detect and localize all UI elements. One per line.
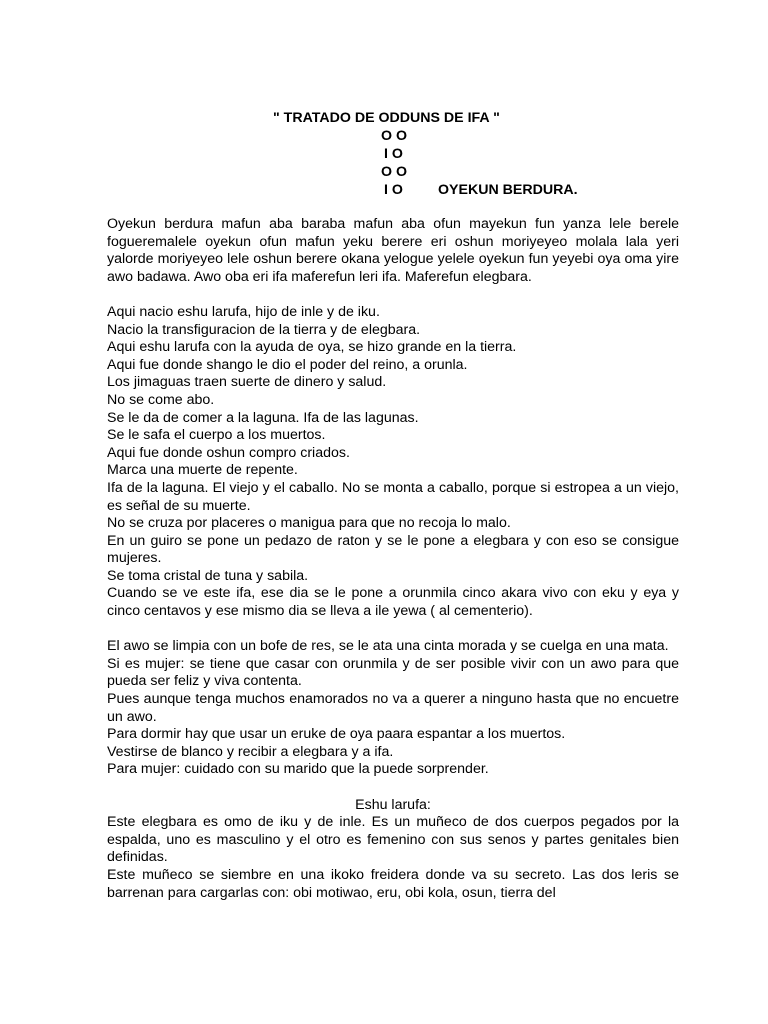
paragraph: Marca una muerte de repente.	[107, 462, 298, 479]
paragraph: Aqui nacio eshu larufa, hijo de inle y de iku.	[107, 303, 380, 320]
odu-mark-line-2: I O	[384, 146, 403, 162]
paragraph: Aqui fue donde oshun compro criados.	[107, 444, 350, 461]
odu-name: OYEKUN BERDURA.	[438, 182, 578, 198]
paragraph: Se le da de comer a la laguna. Ifa de las lagunas.	[107, 409, 419, 426]
paragraph: Este muñeco se siembre en una ikoko freidera donde va su secreto. Las dos leris se barrenan para cargarlas con: obi motiwao, eru, obi kola, osun, tierra del	[107, 866, 679, 901]
intro-paragraph: Oyekun berdura mafun aba baraba mafun aba ofun mayekun fun yanza lele berele fogueremalele oyekun ofun mafun yeku berere eri oshun moriyeyeo molala lala yeri yalorde moriyeyeo lele oshun berere okana yelogue yelele oyekun fun yeyebi oya oma yire awo badawa. Awo oba eri ifa maferefun leri ifa. Maferefun elegbara.	[107, 216, 679, 285]
paragraph: No se come abo.	[107, 391, 215, 408]
section-heading: Eshu larufa:	[355, 796, 431, 813]
paragraph: En un guiro se pone un pedazo de raton y se le pone a elegbara y con eso se consigue mujeres.	[107, 532, 679, 567]
odu-mark-line-3: O O	[381, 164, 408, 180]
paragraph: Aqui fue donde shango le dio el poder del reino, a orunla.	[107, 356, 468, 373]
paragraph: Si es mujer: se tiene que casar con orunmila y de ser posible vivir con un awo para que pueda ser feliz y viva contenta.	[107, 655, 679, 690]
paragraph: Vestirse de blanco y recibir a elegbara y a ifa.	[107, 743, 394, 760]
paragraph: No se cruza por placeres o manigua para que no recoja lo malo.	[107, 515, 511, 532]
paragraph: Cuando se ve este ifa, ese dia se le pone a orunmila cinco akara vivo con eku y eya y cinco centavos y ese mismo dia se lleva a ile yewa ( al cementerio).	[107, 585, 679, 620]
paragraph: Se toma cristal de tuna y sabila.	[107, 567, 309, 584]
paragraph: Para dormir hay que usar un eruke de oya paara espantar a los muertos.	[107, 726, 566, 743]
paragraph: Aqui eshu larufa con la ayuda de oya, se hizo grande en la tierra.	[107, 339, 517, 356]
paragraph: Nacio la transfiguracion de la tierra y de elegbara.	[107, 321, 421, 338]
paragraph: Para mujer: cuidado con su marido que la puede sorprender.	[107, 761, 489, 778]
paragraph: Este elegbara es omo de iku y de inle. Es un muñeco de dos cuerpos pegados por la espalda, uno es masculino y el otro es femenino con sus senos y partes genitales bien definidas.	[107, 814, 679, 866]
paragraph: Los jimaguas traen suerte de dinero y salud.	[107, 374, 387, 391]
paragraph: El awo se limpia con un bofe de res, se le ata una cinta morada y se cuelga en una mata.	[107, 638, 669, 655]
paragraph: Se le safa el cuerpo a los muertos.	[107, 427, 326, 444]
odu-mark-line-4: I O	[384, 182, 403, 198]
paragraph: Ifa de la laguna. El viejo y el caballo. No se monta a caballo, porque si estropea a un viejo, es señal de su muerte.	[107, 479, 679, 514]
odu-mark-line-1: O O	[381, 128, 408, 144]
document-body	[107, 216, 679, 902]
document-title: " TRATADO DE ODDUNS DE IFA "	[273, 110, 500, 126]
paragraph: Pues aunque tenga muchos enamorados no va a querer a ninguno hasta que no encuetre un awo.	[107, 691, 679, 725]
